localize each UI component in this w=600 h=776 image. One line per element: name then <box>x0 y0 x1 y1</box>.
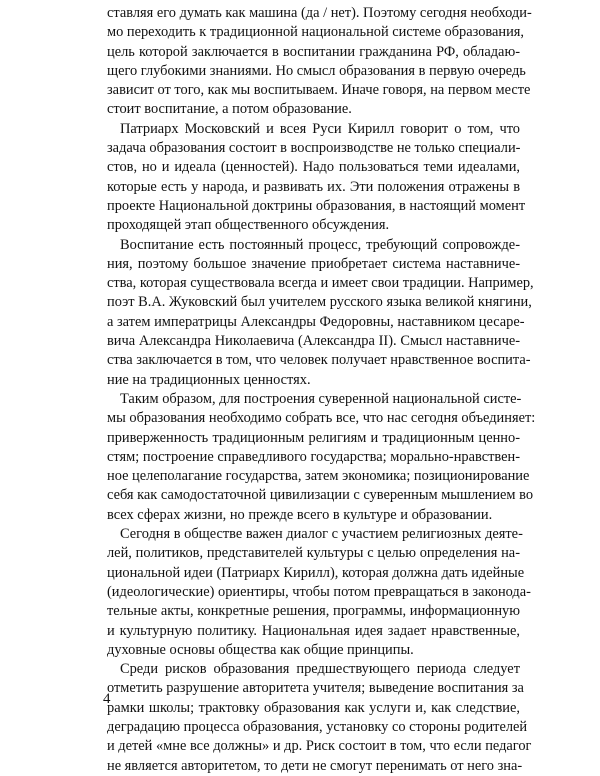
text-line: задача образования состоит в воспроизводстве не только специали- <box>107 140 521 157</box>
text-line: вича Александра Николаевича (Александра II). Смысл наставниче- <box>107 333 520 350</box>
text-line: поэт В.А. Жуковский был учителем русского языка великой княгини, <box>107 294 532 311</box>
text-line: ства, которая существовала всегда и имеет свои традиции. Например, <box>107 275 534 292</box>
text-line: зависит от того, как мы воспитываем. Иначе говоря, на первом месте <box>107 82 531 99</box>
text-line: Сегодня в обществе важен диалог с участием религиозных деяте- <box>120 526 523 543</box>
text-line: ние на традиционных ценностях. <box>107 371 311 388</box>
text-line: цель которой заключается в воспитании гражданина РФ, обладаю- <box>107 43 520 60</box>
text-line: всех сферах жизни, но прежде всего в культуре и образовании. <box>107 506 493 523</box>
text-line: рамки школы; трактовку образования как услуги и, как следствие, <box>107 699 520 716</box>
text-line: ства заключается в том, что человек получает нравственное воспита- <box>107 352 531 369</box>
text-line: циональной идеи (Патриарх Кирилл), которая должна дать идейные <box>107 564 525 581</box>
text-line: Патриарх Московский и всея Руси Кирилл говорит о том, что <box>120 120 520 137</box>
text-line: приверженность традиционным религиям и традиционным ценно- <box>107 429 520 446</box>
text-line: (идеологические) ориентиры, чтобы потом превращаться в законода- <box>107 583 531 600</box>
text-line: щего глубокими знаниями. Но смысл образования в первую очередь <box>107 62 526 79</box>
text-line: отметить разрушение авторитета учителя; выведение воспитания за <box>107 680 524 697</box>
text-line: лей, политиков, представителей культуры с целью определения на- <box>107 545 520 562</box>
paragraph-4 <box>107 390 536 525</box>
text-line: тельные акты, конкретные решения, программы, информационную <box>107 603 520 620</box>
text-line: проекте Национальной доктрины образования, в настоящий момент <box>107 197 526 214</box>
page-number: 4 <box>103 691 111 707</box>
text-line: ставляя его думать как машина (да / нет). Поэтому сегодня необходи- <box>107 5 532 21</box>
text-line: проходящей этап общественного обсуждения. <box>107 217 390 234</box>
text-line: а затем императрицы Александры Федоровны, наставником цесаре- <box>107 313 525 330</box>
paragraph-2 <box>107 120 526 236</box>
text-line: Таким образом, для построения суверенной национальной систе- <box>120 390 522 407</box>
paragraph-1 <box>107 4 532 120</box>
text-line: духовные основы общества как общие принципы. <box>107 641 414 658</box>
text-line: и культурную политику. Национальная идея задает нравственные, <box>107 622 520 639</box>
text-line: стям; построение справедливого государства; морально-нравствен- <box>107 448 520 465</box>
text-line: Среди рисков образования предшествующего периода следует <box>120 661 520 678</box>
text-line: Воспитание есть постоянный процесс, требующий сопровожде- <box>120 236 520 253</box>
text-line: не является авторитетом, то дети не смогут перенимать от него зна- <box>107 757 523 774</box>
paragraph-5 <box>107 525 531 660</box>
text-line: ния, поэтому большое значение приобретает система наставниче- <box>107 255 520 272</box>
text-line: и детей «мне все должны» и др. Риск состоит в том, что если педагог <box>107 738 532 755</box>
paragraph-3 <box>107 236 534 390</box>
text-line: деградацию процесса образования, установку со стороны родителей <box>107 718 528 735</box>
text-line: себя как самодостаточной цивилизации с суверенным мышлением во <box>107 487 534 504</box>
paragraph-6 <box>107 660 532 776</box>
text-line: стоит воспитание, а потом образование. <box>107 101 352 118</box>
text-line: мо переходить к традиционной национальной системе образования, <box>107 24 525 41</box>
text-line: мы образования необходимо собрать все, что нас сегодня объединяет: <box>107 410 536 427</box>
text-line: которые есть у народа, и развивать их. Эти положения отражены в <box>107 178 520 195</box>
text-line: ное целеполагание государства, затем экономика; позиционирование <box>107 468 530 485</box>
text-line: стов, но и идеала (ценностей). Надо пользоваться теми идеалами, <box>107 159 520 176</box>
body-text <box>107 4 536 776</box>
